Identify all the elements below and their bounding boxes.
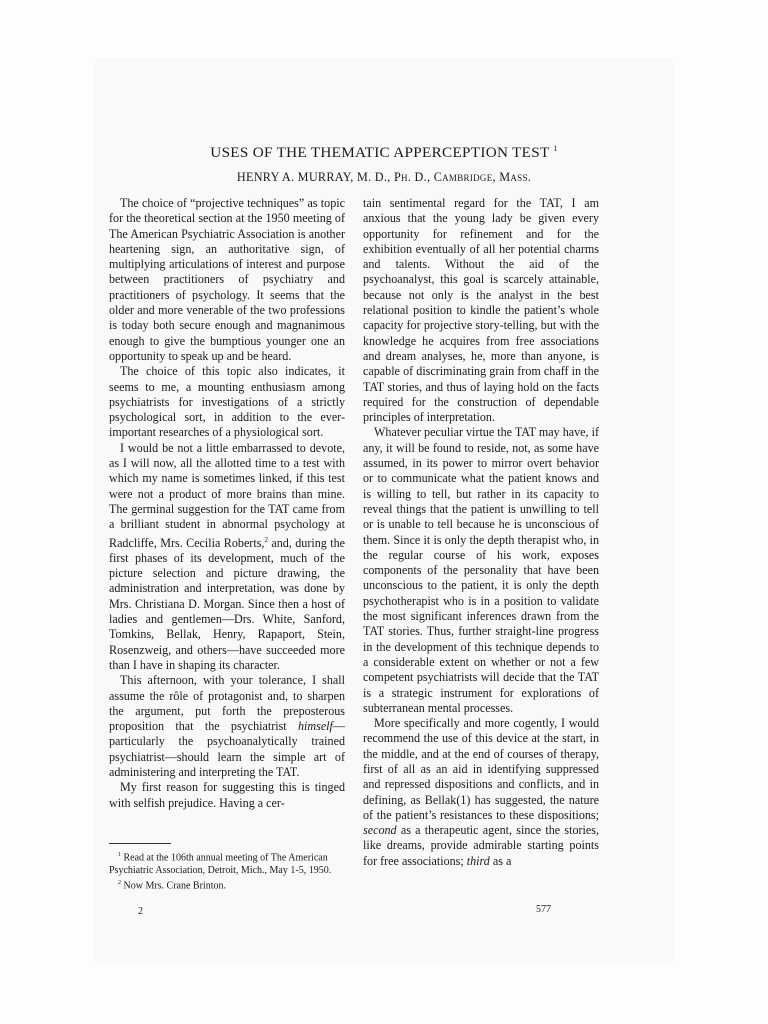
paragraph: The choice of “projective techniques” as topic for the theoretical section at the 1950 meeting of The American Psychiatric Association is another heartening sign, an authoritative sign, of multiplying articulations of interest and purpose between practitioners of psychiatry and practitioners of psychology. It seems that the older and more venerable of the two professions is today both secure enough and magnanimous enough to give the bumptious younger one an opportunity to speak up and be heard. — [109, 196, 345, 363]
right-column — [363, 196, 599, 869]
paragraph: My first reason for suggesting this is tinged with selfish prejudice. Having a cer- — [109, 780, 345, 810]
paragraph: More specifically and more cogently, I would recommend the use of this device at the start, in the middle, and at the end of courses of therapy, first of all as an aid in identifying suppressed and repressed dispositions and conflicts, and in defining, as Bellak(1) has suggested, the nature of the patient’s resistances to these dispositions; second as a therapeutic agent, since the stories, like dreams, provide admirable starting points for free associations; third as a — [363, 716, 599, 868]
title-footnote-mark: 1 — [553, 144, 558, 153]
footnote-divider — [109, 843, 171, 844]
page-number: 577 — [536, 904, 551, 915]
paragraph: This afternoon, with your tolerance, I shall assume the rôle of protagonist and, to sharpen the argument, put forth the preposterous proposition that the psychiatrist himself—particularly the psychoanalytically trained psychiatrist—should learn the simple art of administering and interpreting the TAT. — [109, 673, 345, 780]
paragraph: I would be not a little embarrassed to devote, as I will now, all the allotted time to a test with which my name is sometimes linked, if this test were not a product of more brains than mine. The germinal suggestion for the TAT came from a brilliant student in abnormal psychology at Radcliffe, Mrs. Cecilia Roberts,$^2$ and, during the first phases of its development, much of the picture selection and picture drawing, the administration and interpretation, was done by Mrs. Christiana D. Morgan. Since then a host of ladies and gentlemen—Drs. White, Sanford, Tomkins, Bellak, Henry, Rapaport, Stein, Rosenzweig, and others—have succeeded more than I have in shaping its character. — [109, 440, 345, 672]
paragraph: Whatever peculiar virtue the TAT may have, if any, it will be found to reside, not, as some have assumed, in its power to mirror overt behavior or to communicate what the patient knows and is willing to tell, but rather in its capacity to reveal things that the patient is unwilling to tell or is unable to tell because he is unconscious of them. Since it is only the depth therapist who, in the regular course of his work, exposes components of the personality that have been unconscious to the patient, it is only the depth psychotherapist who is in a position to validate the most significant inferences drawn from the TAT stories. Thus, further straight-line progress in the development of this technique depends to a considerable extent on whether or not a few competent psychiatrists will decide that the TAT is a strategic instrument for explorations of subterranean mental processes. — [363, 425, 599, 715]
article-title: USES OF THE THEMATIC APPERCEPTION TEST $^1$ — [210, 144, 558, 162]
author-line: HENRY A. MURRAY, M. D., Ph. D., Cambridge, Mass. — [236, 170, 532, 184]
page-signature-number: 2 — [138, 906, 143, 917]
footnotes — [109, 849, 345, 892]
footnote-1: $^1$ Read at the 106th annual meeting of The American Psychiatric Association, Detroit, Mich., May 1-5, 1950. — [109, 852, 332, 876]
left-column — [109, 196, 345, 811]
footnote-ref: 2 — [264, 535, 268, 544]
paragraph: tain sentimental regard for the TAT, I am anxious that the young lady be given every opportunity for refinement and for the exhibition eventually of all her potential charms and talents. Without the aid of the psychoanalyst, this goal is scarcely attainable, because not only is the analyst in the best relational position to kindle the patient’s whole capacity for projective story-telling, but with the knowledge he acquires from free associations and dream analyses, he, more than anyone, is capable of discriminating grain from chaff in the TAT stories, and thus of laying hold on the facts required for the construction of dependable principles of interpretation. — [363, 196, 599, 425]
footnote-2: $^2$ Now Mrs. Crane Brinton. — [118, 879, 226, 892]
paragraph: The choice of this topic also indicates, it seems to me, a mounting enthusiasm among psychiatrists for investigations of a strictly psychological sort, in addition to the ever-important researches of a physiological sort. — [109, 364, 345, 440]
